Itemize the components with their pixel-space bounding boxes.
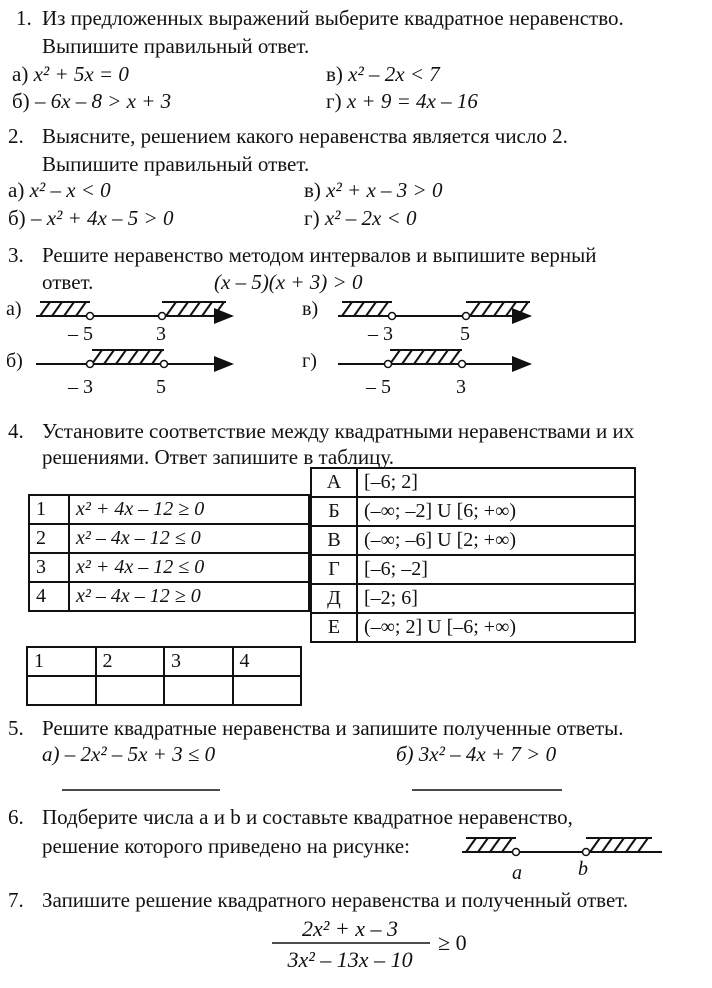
q1-option-v: в) x² – 2x < 7 <box>326 62 440 86</box>
q6-number-line <box>462 838 662 856</box>
table-row: Б (–∞; –2] U [6; +∞) <box>311 497 635 526</box>
q1-option-a: а) x² + 5x = 0 <box>12 62 129 86</box>
q2-option-a: а) x² – x < 0 <box>8 178 111 202</box>
q5-number: 5. <box>8 716 24 740</box>
q2-text-line1: Выясните, решением какого неравенства является число 2. <box>42 124 568 148</box>
q6-point-b <box>583 849 590 856</box>
q3-text-line2: ответ. <box>42 270 94 294</box>
q6-point-a <box>513 849 520 856</box>
q3-g-number-line <box>338 350 530 368</box>
q3-option-a-label: а) <box>6 298 22 320</box>
q3-b-left-point <box>87 361 94 368</box>
q5-text: Решите квадратные неравенства и запишите полученные ответы. <box>42 716 624 740</box>
q5-part-b: б) 3x² – 4x + 7 > 0 <box>396 742 557 766</box>
q3-v-number-line <box>338 302 530 320</box>
q3-v-left-value: – 3 <box>368 323 393 345</box>
q6-text-line1: Подберите числа a и b и составьте квадратное неравенство, <box>42 805 573 829</box>
table-row: В (–∞; –6] U [2; +∞) <box>311 526 635 555</box>
q4-text-line2: решениями. Ответ запишите в таблицу. <box>42 445 395 469</box>
table-row: А [–6; 2] <box>311 468 635 497</box>
q3-v-right-point <box>463 313 470 320</box>
q3-v-left-point <box>389 313 396 320</box>
q3-g-left-value: – 5 <box>366 376 391 398</box>
q7-number: 7. <box>8 888 24 912</box>
q3-g-right-value: 3 <box>456 376 466 398</box>
q2-option-b: б) – x² + 4x – 5 > 0 <box>8 206 174 230</box>
table-row: Д [–2; 6] <box>311 584 635 613</box>
q3-a-right-point <box>159 313 166 320</box>
q1-number: 1. <box>16 6 32 30</box>
table-row: 3 x² + 4x – 12 ≤ 0 <box>29 553 309 582</box>
q3-b-right-value: 5 <box>156 376 166 398</box>
q3-text-line1: Решите неравенство методом интервалов и выпишите верный <box>42 243 597 267</box>
q3-option-g-label: г) <box>302 350 317 372</box>
table-row: Е (–∞; 2] U [–6; +∞) <box>311 613 635 642</box>
q5-part-a: а) – 2x² – 5x + 3 ≤ 0 <box>42 742 216 766</box>
q2-option-g: г) x² – 2x < 0 <box>304 206 417 230</box>
q7-denominator: 3x² – 13x – 10 <box>287 947 413 972</box>
q3-inequality: (x – 5)(x + 3) > 0 <box>214 270 363 294</box>
q7-numerator: 2x² + x – 3 <box>302 916 398 941</box>
q2-number: 2. <box>8 124 24 148</box>
q3-number: 3. <box>8 243 24 267</box>
q2-text-line2: Выпишите правильный ответ. <box>42 152 310 176</box>
q3-v-right-value: 5 <box>460 323 470 345</box>
q4-text-line1: Установите соответствие между квадратными неравенствами и их <box>42 419 635 443</box>
q4-number: 4. <box>8 419 24 443</box>
q1-option-b: б) – 6x – 8 > x + 3 <box>12 89 172 113</box>
q3-b-left-value: – 3 <box>68 376 93 398</box>
q7-relation: ≥ 0 <box>438 930 467 955</box>
q6-number: 6. <box>8 805 24 829</box>
q6-text-line2: решение которого приведено на рисунке: <box>42 834 410 858</box>
q1-text-line1: Из предложенных выражений выберите квадратное неравенство. <box>42 6 624 30</box>
q7-text: Запишите решение квадратного неравенства и полученный ответ. <box>42 888 629 912</box>
q3-a-left-value: – 5 <box>68 323 93 345</box>
table-row: Г [–6; –2] <box>311 555 635 584</box>
q1-option-g: г) x + 9 = 4x – 16 <box>326 89 478 113</box>
q3-b-number-line <box>36 350 232 368</box>
q2-option-v: в) x² + x – 3 > 0 <box>304 178 443 202</box>
table-row: 1 2 3 4 <box>27 647 301 676</box>
q3-option-b-label: б) <box>6 350 23 372</box>
q1-text-line2: Выпишите правильный ответ. <box>42 34 310 58</box>
q3-a-right-value: 3 <box>156 323 166 345</box>
q3-a-left-point <box>87 313 94 320</box>
table-row: 4 x² – 4x – 12 ≥ 0 <box>29 582 309 611</box>
q3-option-v-label: в) <box>302 298 319 320</box>
q3-a-number-line <box>36 302 232 320</box>
q3-b-right-point <box>161 361 168 368</box>
q3-g-right-point <box>459 361 466 368</box>
q3-g-left-point <box>385 361 392 368</box>
table-row: 2 x² – 4x – 12 ≤ 0 <box>29 524 309 553</box>
table-row: 1 x² + 4x – 12 ≥ 0 <box>29 495 309 524</box>
q6-point-a-label: a <box>512 862 522 884</box>
q6-point-b-label: b <box>578 858 588 880</box>
